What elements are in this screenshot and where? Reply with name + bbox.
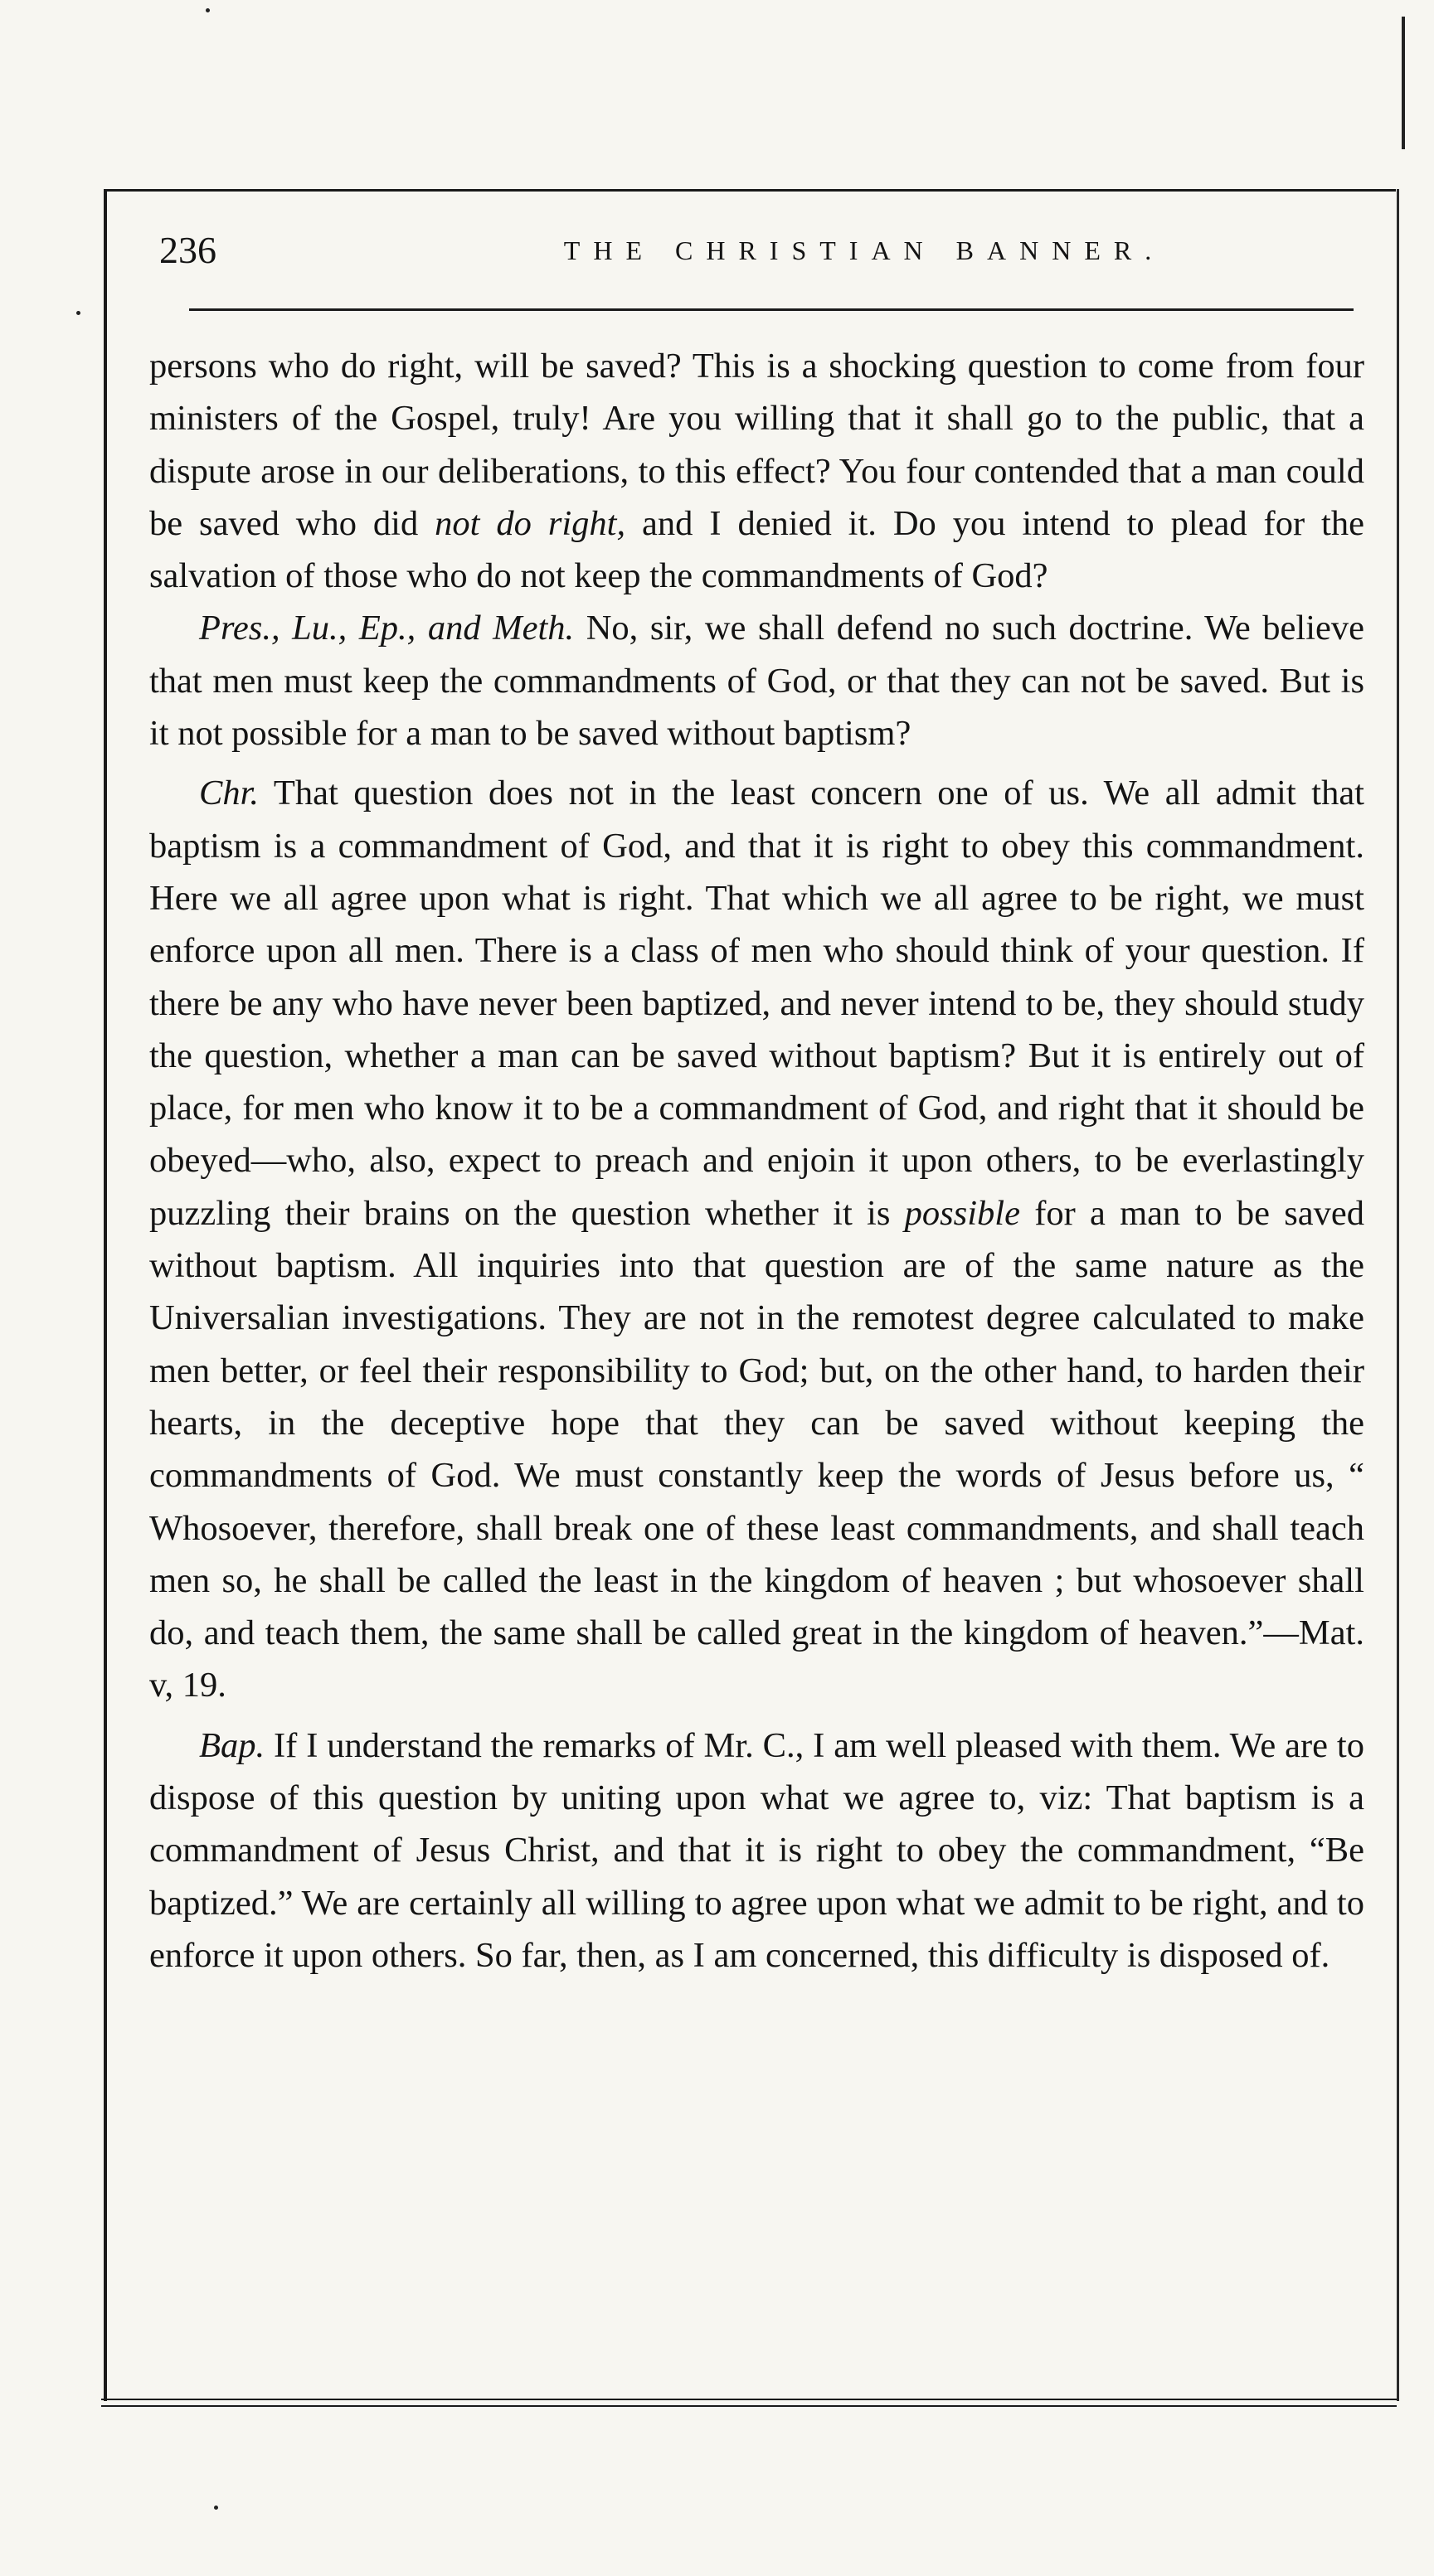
- text-run: for a man to be saved without baptism. All inquiries into that question are of the same nature as the Universalian investigations. They are not in the remotest degree calculated to make men better, or feel their responsibility to God; but, on the other hand, to harden their hearts, in the deceptive hope that they can be saved without keeping the commandments of God. We must constantly keep the words of Jesus before us, “ Whosoever, therefore, shall break one of these least commandments, and shall teach men so, he shall be called the least in the kingdom of heaven ; but whosoever shall do, and teach them, the same shall be called great in the kingdom of heaven.”—Mat. v, 19.: [149, 1193, 1364, 1705]
- speaker-label: Chr.: [199, 774, 260, 813]
- speaker-label: Bap.: [199, 1725, 265, 1765]
- text-run: If I understand the remarks of Mr. C., I am well pleased with them. We are to dispose of this question by uniting upon what we agree to, viz: That baptism is a commandment of Jesus Christ, and that it is right to obey the commandment, “Be baptized.” We are certainly all willing to agree upon what we admit to be right, and to enforce it upon others. So far, then, as I am concerned, this difficulty is disposed of.: [149, 1725, 1364, 1975]
- body-text: [149, 340, 1364, 1982]
- scan-speck: [206, 8, 210, 12]
- page-header: [159, 226, 1370, 284]
- italic-text: possible: [904, 1193, 1020, 1233]
- text-run: and I denied it. Do you intend to plead for the salvation of those who do not keep the commandments of God?: [149, 503, 1364, 596]
- page-number: 236: [159, 229, 216, 271]
- margin-scan-line: [1402, 17, 1405, 149]
- scan-speck: [214, 2506, 218, 2510]
- speaker-label: Pres., Lu., Ep., and Meth.: [199, 609, 575, 648]
- scan-speck: [76, 311, 80, 315]
- italic-text: not do right,: [435, 503, 626, 543]
- paragraph: [149, 602, 1364, 759]
- paragraph: [149, 340, 1364, 602]
- text-run: persons who do right, will be saved? This is a shocking question to come from four ministers of the Gospel, truly! Are you willing that it shall go to the public, that a dispute arose in our deliberations, to this effect? You four contended that a man could be saved who did: [149, 347, 1364, 543]
- page-bottom-rule: [101, 2399, 1397, 2407]
- paragraph: [149, 1720, 1364, 1982]
- header-rule: [189, 308, 1354, 311]
- running-title: THE CHRISTIAN BANNER.: [563, 235, 1165, 265]
- paragraph: [149, 767, 1364, 1711]
- text-run: That question does not in the least concern one of us. We all admit that baptism is a commandment of God, and that it is right to obey this commandment. Here we all agree upon what is right. That which we all agree to be right, we must enforce upon all men. There is a class of men who should think of your question. If there be any who have never been baptized, and never intend to be, they should study the question, whether a man can be saved without baptism? But it is entirely out of place, for men who know it to be a commandment of God, and right that it should be obeyed—who, also, expect to preach and enjoin it upon others, to be everlastingly puzzling their brains on the question whether it is: [149, 774, 1364, 1233]
- text-run: No, sir, we shall defend no such doctrine. We believe that men must keep the commandments of God, or that they can not be saved. But is it not possible for a man to be saved without baptism?: [149, 609, 1365, 754]
